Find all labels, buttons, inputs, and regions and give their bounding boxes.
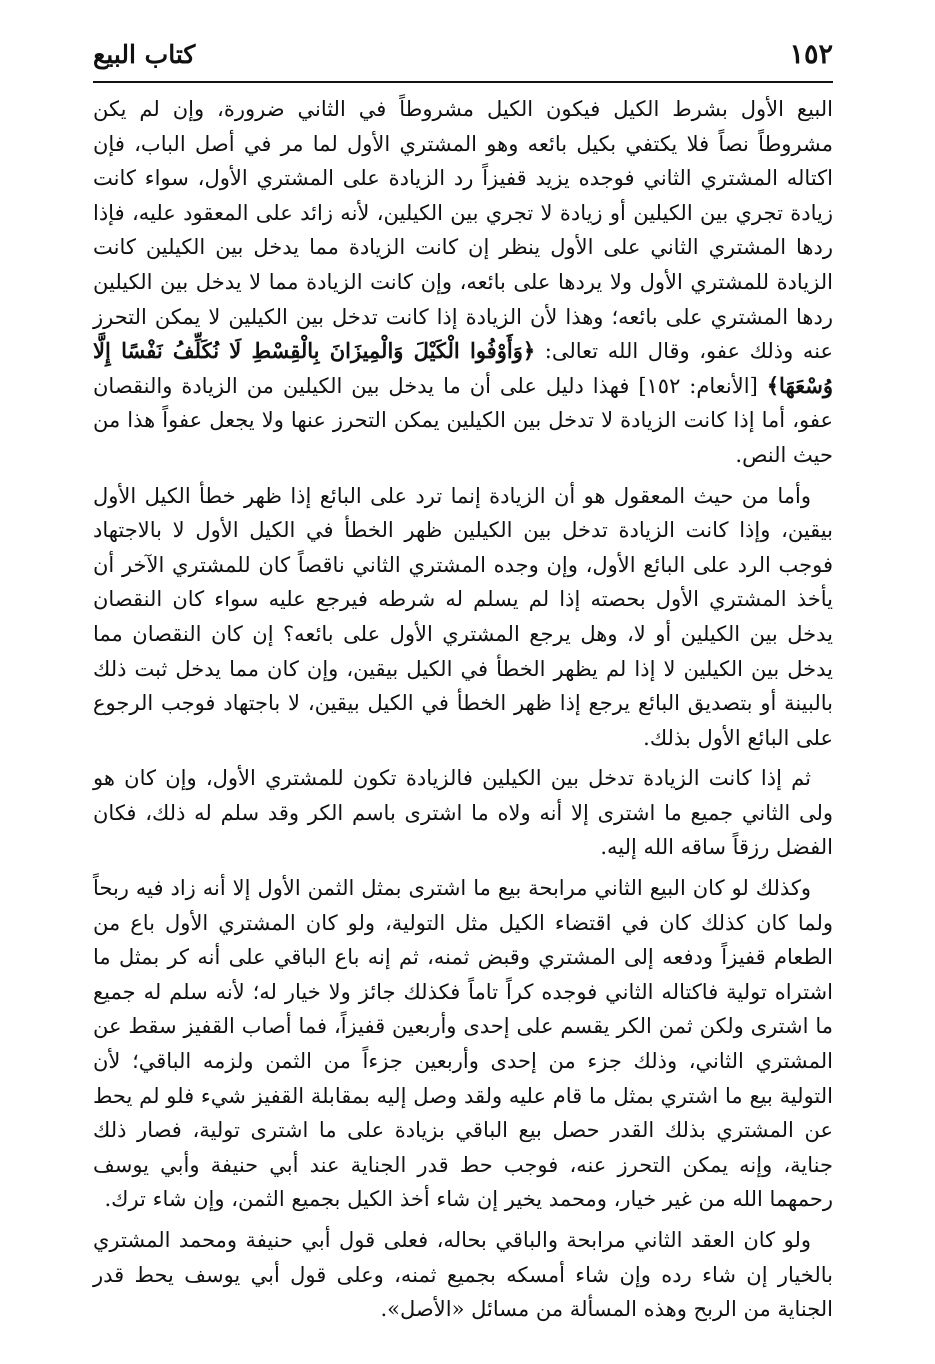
paragraph-1-text-after: [الأنعام: ١٥٢] فهذا دليل على أن ما يدخل بين الكيلين من الزيادة والنقصان عفو، أما إذا كانت الزيادة لا تدخل بين الكيلين يمكن التحرز عنها ولا يجعل عفواً هذا من حيث النص. [93,373,833,467]
page-header [93,34,833,80]
paragraph-3: ثم إذا كانت الزيادة تدخل بين الكيلين فالزيادة تكون للمشتري الأول، وإن كان هو ولى الثاني جميع ما اشترى إلا أنه ولاه ما اشترى باسم الكر وقد سلم له ذلك، فكان الفضل رزقاً ساقه الله إليه. [93,766,833,860]
header-rule [93,81,833,83]
quran-verse: ﴿وَأَوْفُوا الْكَيْلَ وَالْمِيزَانَ بِالْقِسْطِ لَا نُكَلِّفُ نَفْسًا إِلَّا وُسْعَهَا﴾ [93,338,833,398]
paragraph-4: وكذلك لو كان البيع الثاني مرابحة بيع ما اشترى بمثل الثمن الأول إلا أنه زاد فيه ربحاً ولما كان كذلك كان في اقتضاء الكيل مثل التولية، ولو كان المشتري الأول باع من الطعام قفيزاً ودفعه إلى المشتري وقبض ثمنه، ثم إنه باع الباقي على أنه كر بمثل ما اشتراه تولية فاكتاله الثاني فوجده كراً تاماً فكذلك جائز ولا خيار له؛ لأنه سلم له جميع ما اشترى ولكن ثمن الكر يقسم على إحدى وأربعين قفيزاً، فما أصاب القفيز سقط عن المشتري الثاني، وذلك جزء من إحدى وأربعين جزءاً من الثمن ولزمه الباقي؛ لأن التولية بيع ما اشتري بمثل ما قام عليه ولقد وصل إليه بمقابلة القفيز شيء فلو لم يحط عن المشتري بذلك القدر حصل بيع الباقي بزيادة على ما اشترى تولية، فصار ذلك جناية، وإنه يمكن التحرز عنه، فوجب حط قدر الجناية عند أبي حنيفة وأبي يوسف رحمهما الله من غير خيار، ومحمد يخير إن شاء أخذ الكيل بجميع الثمن، وإن شاء ترك. [93,876,833,1212]
paragraph-1 [93,92,833,473]
page-number: ١٥٢ [789,39,833,70]
paragraph-5: ولو كان العقد الثاني مرابحة والباقي بحاله، فعلى قول أبي حنيفة ومحمد المشتري بالخيار إن شاء رده وإن شاء أمسكه بجميع ثمنه، وعلى قول أبي يوسف يحط قدر الجناية من الربح وهذه المسألة من مسائل «الأصل». [93,1228,833,1322]
paragraph-1-text-before: البيع الأول بشرط الكيل فيكون الكيل مشروطاً في الثاني ضرورة، وإن لم يكن مشروطاً نصاً فلا يكتفي بكيل بائعه وهو المشتري الأول لما مر في أصل الباب، فإن اكتاله المشتري الثاني فوجده يزيد قفيزاً رد الزيادة على المشتري الأول، سواء كانت زيادة تجري بين الكيلين أو زيادة لا تجري بين الكيلين، لأنه زائد على المعقود عليه، فإذا ردها المشتري الثاني على الأول ينظر إن كانت الزيادة مما يدخل بين الكيلين كانت الزيادة للمشتري الأول ولا يردها على بائعه، وإن كانت الزيادة مما لا يدخل بين الكيلين ردها المشتري على بائعه؛ وهذا لأن الزيادة إذا كانت تدخل بين الكيلين لا يمكن التحرز عنه وذلك عفو، وقال الله تعالى: [93,97,833,364]
running-title: كتاب البيع [93,40,196,69]
body-text [93,92,833,1333]
paragraph-2: وأما من حيث المعقول هو أن الزيادة إنما ترد على البائع إذا ظهر خطأ الكيل الأول بيقين، وإذا كانت الزيادة تدخل بين الكيلين ظهر الخطأ في الكيل الأول لا بالاجتهاد فوجب الرد على البائع الأول، وإن وجده المشتري الثاني ناقصاً كان للمشتري الآخر أن يأخذ المشتري الأول بحصته إذا لم يسلم له شرطه فيرجع عليه سواء كان النقصان يدخل بين الكيلين أو لا، وهل يرجع المشتري الأول على بائعه؟ إن كان النقصان مما يدخل بين الكيلين لا إذا لم يظهر الخطأ في الكيل بيقين، وإن كان مما يدخل ثبت ذلك بالبينة أو بتصديق البائع يرجع إذا ظهر الخطأ في الكيل بيقين، لا باجتهاد فوجب الرجوع على البائع الأول بذلك. [93,483,833,750]
